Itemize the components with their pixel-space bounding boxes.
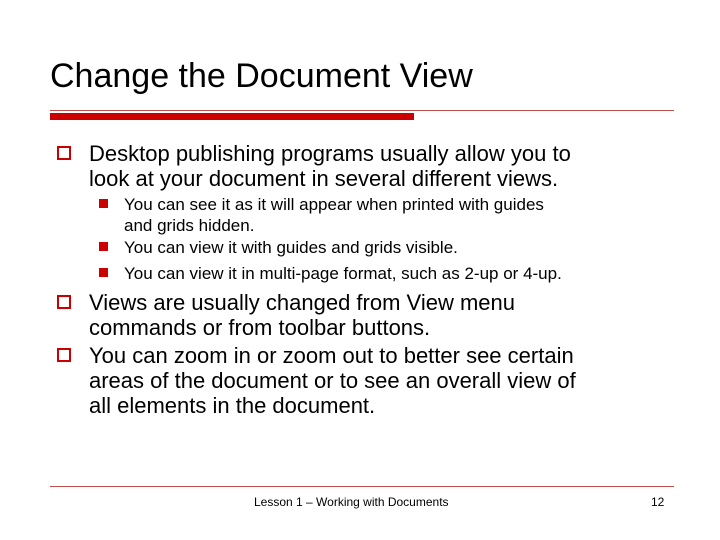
filled-square-bullet-icon <box>99 199 108 208</box>
bullet-3-line-3: all elements in the document. <box>89 393 376 418</box>
sub-bullet-1-line-1: You can see it as it will appear when printed with guides <box>124 195 544 214</box>
page-number: 12 <box>651 495 665 509</box>
sub-bullet-2-line-1: You can view it with guides and grids visible. <box>124 238 458 257</box>
sub-bullet-3-line-1: You can view it in multi-page format, such as 2-up or 4-up. <box>124 264 562 283</box>
hollow-square-bullet-icon <box>57 348 71 362</box>
bullet-2-line-1: Views are usually changed from View menu <box>89 290 515 315</box>
title-divider-accent <box>50 113 414 120</box>
bullet-3-line-2: areas of the document or to see an overall view of <box>89 368 576 393</box>
title-divider-thin <box>50 110 674 111</box>
bullet-1-line-2: look at your document in several different views. <box>89 166 559 191</box>
filled-square-bullet-icon <box>99 268 108 277</box>
footer-lesson-title: Lesson 1 – Working with Documents <box>254 495 449 509</box>
bullet-3-line-1: You can zoom in or zoom out to better see certain <box>89 343 574 368</box>
filled-square-bullet-icon <box>99 242 108 251</box>
footer-divider <box>50 486 674 487</box>
sub-bullet-1-line-2: and grids hidden. <box>124 216 255 235</box>
hollow-square-bullet-icon <box>57 295 71 309</box>
slide-title: Change the Document View <box>50 57 473 95</box>
bullet-2-line-2: commands or from toolbar buttons. <box>89 315 431 340</box>
hollow-square-bullet-icon <box>57 146 71 160</box>
bullet-1-line-1: Desktop publishing programs usually allow you to <box>89 141 571 166</box>
